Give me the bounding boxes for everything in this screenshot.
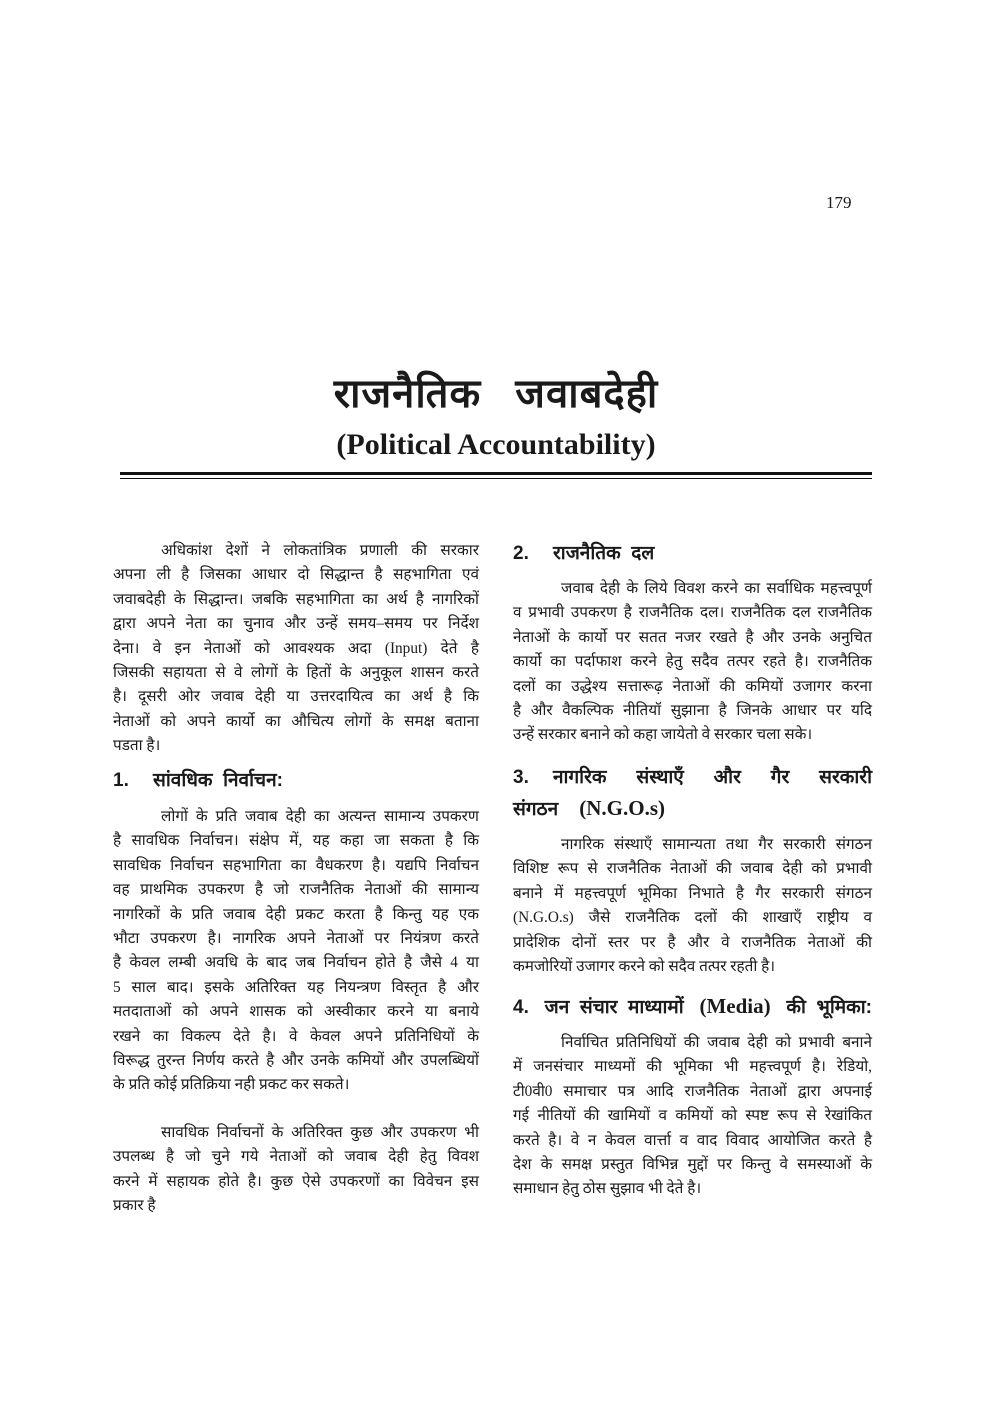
text-line: नेताओं के कार्यो पर सतत नजर रखते है और उनके अनुचित [513, 628, 872, 646]
heading-english: (Media) [699, 994, 771, 1018]
heading-periodic-elections [113, 766, 283, 796]
text-line: मतदाताओं को अपने शासक को अस्वीकार करने या बनाये [113, 1003, 479, 1021]
text-line: में जनसंचार माध्यमों की भूमिका भी महत्त्वपूर्ण है। रेडियो, [513, 1058, 872, 1076]
paragraph-media [513, 1031, 872, 1202]
text-line: जिसकी सहायता से वे लोगों के हितों के अनुकूल शासन करते [113, 663, 479, 681]
paragraph-periodic-elections [113, 805, 479, 1098]
text-line: कमजोरियों उजागर करने को सदैव तत्पर रहती है। [513, 957, 776, 975]
text-line: है केवल लम्बी अवधि के बाद जब निर्वाचन होते है जैसे 4 या [113, 954, 479, 972]
text-line: विरूद्ध तुरन्त निर्णय करते है और उनके कमियों और उपलब्धियों [113, 1051, 479, 1069]
text-line: करते है। वे न केवल वार्त्ता व वाद विवाद आयोजित करते है [513, 1131, 872, 1149]
heading-text-part1: जन संचार माध्यामों [544, 997, 684, 1018]
heading-text-part2: की भूमिका: [786, 997, 872, 1018]
text-line: समाधान हेतु ठोस सुझाव भी देते है। [513, 1180, 702, 1198]
text-line: निर्वाचित प्रतिनिधियों की जवाब देही को प्रभावी बनाने [561, 1034, 872, 1051]
text-line: गई नीतियों की खामियों व कमियों को स्पष्ट रूप से रेखांकित [513, 1107, 872, 1125]
chapter-subtitle: (Political Accountability) [336, 428, 656, 461]
heading-number: 1. [113, 770, 129, 791]
title-rule-thin [120, 478, 872, 479]
text-line: भौटा उपकरण है। नागरिक अपने नेताओं पर नियंत्रण करते [113, 929, 479, 947]
text-line: बनाने में महत्त्वपूर्ण भूमिका निभाते है गैर सरकारी संगठन [513, 884, 872, 902]
text-line: है और वैकल्पिक नीतियॉ सुझाना है जिनके आधार पर यदि [513, 701, 872, 719]
heading-number: 4. [513, 997, 529, 1018]
text-line: (N.G.O.s) जैसे राजनैतिक दलों की शाखाएँ राष्ट्रीय व [513, 909, 872, 927]
text-line: जवाब देही के लिये विवश करने का सर्वाधिक महत्त्वपूर्ण [561, 580, 872, 597]
paragraph-political-parties [513, 577, 872, 748]
text-line: द्वारा अपने नेता का चुनाव और उन्हें समय–समय पर निर्देश [113, 615, 479, 633]
text-line: लोगों के प्रति जवाब देही का अत्यन्त सामान्य उपकरण [161, 808, 479, 825]
text-line: सावधिक निर्वाचनों के अतिरिक्त कुछ और उपकरण भी [161, 1124, 479, 1141]
paragraph-other-instruments [113, 1121, 479, 1219]
heading-text-line2: संगठन [513, 799, 559, 820]
text-line: सावधिक निर्वाचन सहभागिता का वैधकरण है। यद्यपि निर्वाचन [113, 856, 479, 874]
text-line: 5 साल बाद। इसके अतिरिक्त यह नियन्त्रण विस्तृत है और [113, 978, 479, 996]
heading-english: (N.G.O.s) [579, 796, 666, 820]
text-line: उन्हें सरकार बनाने को कहा जायेतो वे सरकार चला सके। [513, 726, 813, 744]
page-number: 179 [826, 193, 852, 212]
text-line: है। दूसरी ओर जवाब देही या उत्तरदायित्व का अर्थ है कि [113, 688, 479, 706]
text-line: व प्रभावी उपकरण है राजनैतिक दल। राजनैतिक दल राजनैतिक [513, 604, 872, 622]
text-line: अधिकांश देशों ने लोकतांत्रिक प्रणाली की सरकार [161, 542, 479, 559]
text-line: नेताओं को अपने कार्यो का औचित्य लोगों के समक्ष बताना [113, 712, 479, 730]
heading-media-role [513, 991, 872, 1023]
text-line: रखने का विकल्प देते है। वे केवल अपने प्रतिनिधियों के [113, 1027, 479, 1045]
text-line: करने में सहायक होते है। कुछ ऐसे उपकरणों का विवेचन इस [113, 1172, 479, 1190]
text-line: प्रादेशिक दोनों स्तर पर है और वे राजनैतिक नेताओं की [513, 933, 872, 951]
text-line: पडता है। [113, 737, 161, 755]
chapter-title: राजनैतिक जवाबदेही [333, 372, 659, 416]
heading-number: 2. [513, 543, 529, 564]
heading-civil-society-ngos [513, 763, 872, 825]
text-line: देश के समक्ष प्रस्तुत विभिन्न मुद्दों पर किन्तु वे समस्याओं के [513, 1155, 872, 1173]
heading-text-line1: नागरिक संस्थाएँ और गैर सरकारी [553, 767, 872, 788]
text-line: दलों का उद्धेश्य सत्तारूढ़ नेताओं की कमियों उजागर करना [513, 677, 872, 695]
title-rule-thick [120, 472, 872, 475]
text-line: वह प्राथमिक उपकरण है जो राजनैतिक नेताओं की सामान्य [113, 881, 479, 899]
text-line: कार्यो का पर्दाफाश करने हेतु सदैव तत्पर रहते है। राजनैतिक [513, 653, 872, 671]
text-line: देना। वे इन नेताओं को आवश्यक अदा (Input) देते है [113, 639, 479, 657]
text-line: नागरिकों के प्रति जवाब देही प्रकट करता है किन्तु यह एक [113, 905, 479, 923]
text-line: के प्रति कोई प्रतिक्रिया नही प्रकट कर सकते। [113, 1076, 350, 1094]
text-line: जवाबदेही के सिद्धान्त। जबकि सहभागिता का अर्थ है नागरिकों [113, 590, 479, 608]
heading-text: सांवधिक निर्वाचन: [153, 770, 283, 791]
text-line: विशिष्ट रूप से राजनैतिक नेताओं की जवाब देही को प्रभावी [513, 860, 872, 878]
text-line: है सावधिक निर्वाचन। संक्षेप में, यह कहा जा सकता है कि [113, 832, 479, 850]
heading-text: राजनैतिक दल [553, 543, 655, 564]
heading-number: 3. [513, 767, 529, 788]
paragraph-civil-society [513, 833, 872, 979]
paragraph-intro [113, 539, 479, 759]
text-line: उपलब्ध है जो चुने गये नेताओं को जवाब देही हेतु विवश [113, 1148, 479, 1166]
text-line: अपना ली है जिसका आधार दो सिद्धान्त है सहभागिता एवं [113, 566, 479, 584]
text-line: प्रकार है [113, 1197, 156, 1215]
heading-political-parties [513, 539, 654, 569]
text-line: नागरिक संस्थाएँ सामान्यता तथा गैर सरकारी संगठन [561, 836, 872, 853]
text-line: टी0वी0 समाचार पत्र आदि राजनैतिक नेताओं द्वारा अपनाई [513, 1082, 872, 1100]
